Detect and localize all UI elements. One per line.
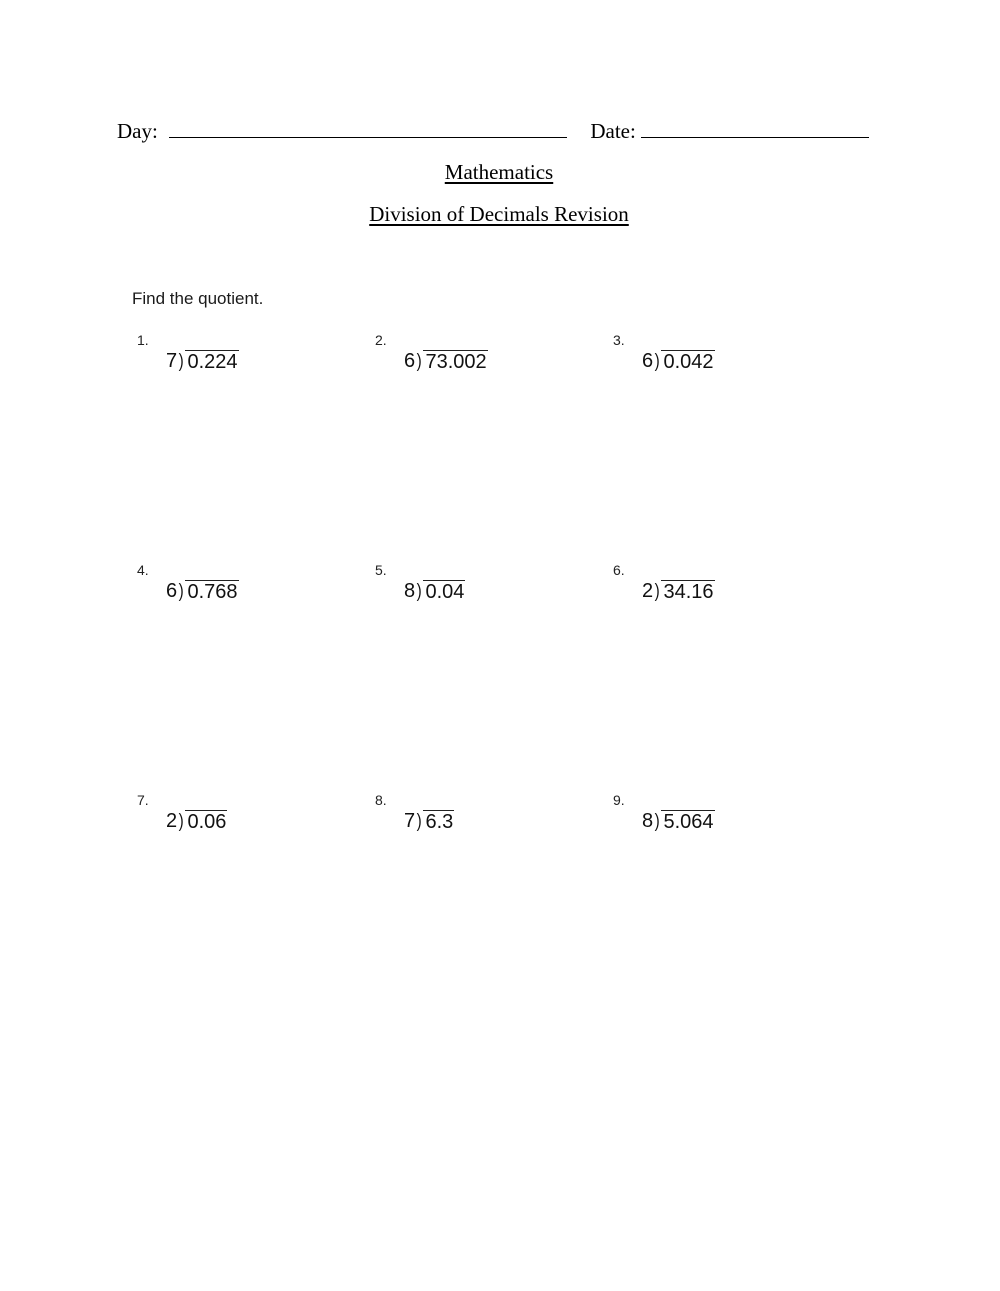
division-bracket-icon: ) [416, 581, 422, 602]
dividend: 0.06 [187, 811, 227, 833]
division-bracket-icon: ) [178, 811, 184, 832]
divisor: 8 [404, 580, 416, 602]
problem-number: 8. [375, 792, 387, 808]
dividend: 0.768 [187, 581, 238, 603]
dividend: 0.224 [187, 351, 238, 373]
divisor: 6 [166, 580, 178, 602]
dividend: 6.3 [425, 811, 454, 833]
division-expression [642, 350, 715, 373]
header-line [117, 117, 869, 145]
day-field[interactable] [169, 119, 567, 138]
day-label: Day: [117, 119, 158, 143]
problem-number: 2. [375, 332, 387, 348]
divisor: 8 [642, 810, 654, 832]
worksheet-title: Division of Decimals Revision [369, 202, 629, 226]
division-bracket-icon: ) [416, 351, 422, 372]
problem-1 [132, 332, 332, 392]
problem-7 [132, 792, 332, 852]
problem-3 [608, 332, 808, 392]
division-bracket-icon: ) [654, 811, 660, 832]
divisor: 7 [166, 350, 178, 372]
dividend: 73.002 [425, 351, 487, 373]
division-expression [166, 580, 239, 603]
division-bracket-icon: ) [416, 811, 422, 832]
problem-number: 9. [613, 792, 625, 808]
division-bracket-icon: ) [178, 351, 184, 372]
problem-8 [370, 792, 570, 852]
problem-5 [370, 562, 570, 622]
dividend: 0.04 [425, 581, 465, 603]
division-expression [404, 350, 488, 373]
divisor: 2 [642, 580, 654, 602]
dividend: 5.064 [663, 811, 714, 833]
problem-9 [608, 792, 808, 852]
subject-title: Mathematics [444, 160, 554, 184]
divisor: 6 [642, 350, 654, 372]
division-bracket-icon: ) [654, 581, 660, 602]
division-bracket-icon: ) [178, 581, 184, 602]
problem-4 [132, 562, 332, 622]
dividend: 0.042 [663, 351, 714, 373]
dividend: 34.16 [663, 581, 714, 603]
divisor: 7 [404, 810, 416, 832]
date-field[interactable] [641, 119, 869, 138]
instruction-text: Find the quotient. [132, 289, 264, 308]
division-expression [166, 810, 227, 833]
problem-number: 7. [137, 792, 149, 808]
division-expression [404, 810, 454, 833]
problem-number: 6. [613, 562, 625, 578]
problem-number: 4. [137, 562, 149, 578]
problem-number: 3. [613, 332, 625, 348]
division-expression [642, 810, 715, 833]
divisor: 6 [404, 350, 416, 372]
problem-2 [370, 332, 570, 392]
date-label: Date: [590, 119, 636, 143]
problem-6 [608, 562, 808, 622]
division-expression [642, 580, 715, 603]
division-expression [404, 580, 465, 603]
division-expression [166, 350, 239, 373]
divisor: 2 [166, 810, 178, 832]
problem-number: 1. [137, 332, 149, 348]
division-bracket-icon: ) [654, 351, 660, 372]
problem-number: 5. [375, 562, 387, 578]
